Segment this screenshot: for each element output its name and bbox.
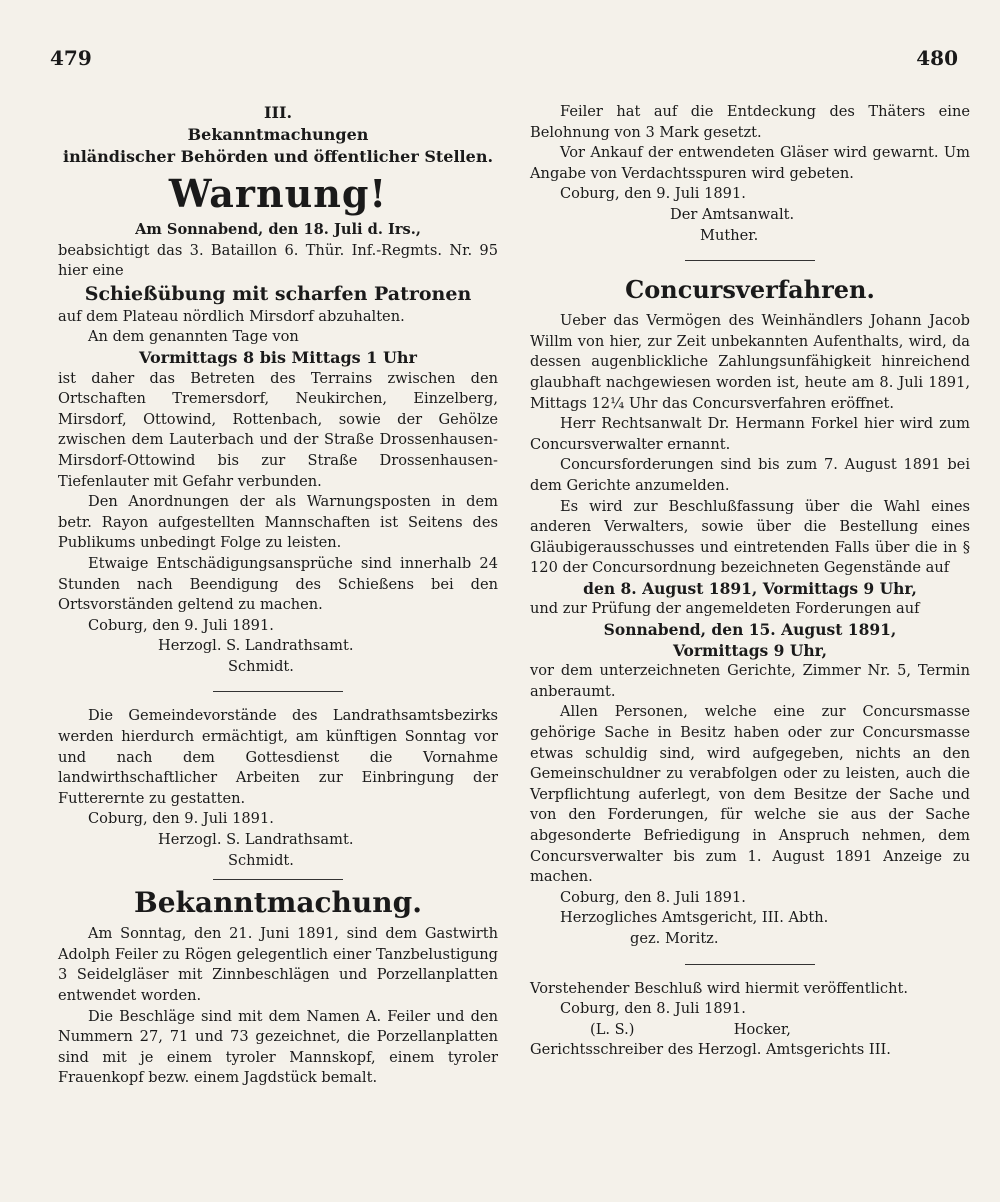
page-number-right: 480 [916, 46, 958, 70]
bankruptcy-date-2b: Vormittags 9 Uhr, [672, 640, 828, 660]
warning-title: Warnung! [168, 171, 388, 216]
section-numeral: III. [263, 103, 293, 122]
notice2-authority: Herzogl. S. Landrathsamt. [158, 831, 354, 849]
closing-seal-line [530, 1020, 970, 1041]
warning-paragraph-3: An dem genannten Tage von [88, 328, 299, 346]
warning-signature: Schmidt. [228, 657, 294, 675]
divider [213, 691, 343, 692]
warning-authority: Herzogl. S. Landrathsamt. [158, 637, 354, 655]
notice2-signature: Schmidt. [228, 851, 294, 869]
announcement-paragraph-3: Feiler hat auf die Entdeckung des Thäters eine Belohnung von 3 Mark gesetzt. [530, 103, 970, 141]
warning-time-line: Vormittags 8 bis Mittags 1 Uhr [139, 347, 417, 367]
warning-paragraph-6: Etwaige Entschädigungsansprüche sind innerhalb 24 Stunden nach Beendigung des Schießens bei den Ortsvorständen geltend zu machen. [58, 554, 498, 614]
closing-role: Gerichtsschreiber des Herzogl. Amtsgerichts III. [530, 1041, 891, 1059]
closing-name: Hocker, [733, 1020, 791, 1038]
divider [685, 964, 815, 965]
bankruptcy-paragraph-3: Concursforderungen sind bis zum 7. August 1891 bei dem Gerichte anzumelden. [530, 456, 970, 494]
warning-headline: Schießübung mit scharfen Patronen [84, 282, 472, 305]
closing-seal: (L. S.) [590, 1020, 635, 1038]
bankruptcy-date: Coburg, den 8. Juli 1891. [560, 888, 746, 906]
section-title-2: inländischer Behörden und öffentlicher Stellen. [62, 147, 494, 166]
bankruptcy-paragraph-1: Ueber das Vermögen des Weinhändlers Johann Jacob Willm von hier, zur Zeit unbekannten Aufenthalts, wird, da dessen augenblickliche Zahlungsunfähigkeit hinreichend glaubhaft nachgewiesen worden ist, heute am 8. Juli 1891, Mittags 12¼ Uhr das Concursverfahren eröffnet. [530, 312, 970, 412]
notice2-date: Coburg, den 9. Juli 1891. [88, 810, 274, 828]
warning-date-line: Am Sonnabend, den 18. Juli d. Irs., [135, 221, 421, 238]
warning-paragraph-1: beabsichtigt das 3. Bataillon 6. Thür. Inf.-Regmts. Nr. 95 hier eine [58, 241, 498, 280]
notice2-text: Die Gemeindevorstände des Landrathsamtsbezirks werden hierdurch ermächtigt, am künftigen Sonntag vor und nach dem Gottesdienst die Vornahme landwirthschaftlicher Arbeiten zur Einbringung der Futterernte zu gestatten. [58, 707, 498, 807]
announcement-paragraph-4: Vor Ankauf der entwendeten Gläser wird gewarnt. Um Angabe von Verdachtsspuren wird gebeten. [530, 144, 970, 182]
closing-date: Coburg, den 8. Juli 1891. [560, 1000, 746, 1018]
bankruptcy-paragraph-4: Es wird zur Beschlußfassung über die Wahl eines anderen Verwalters, sowie über die Bestellung eines Gläubigerausschusses und eintretenden Falls über die in § 120 der Concursordnung bezeichneten Gegenstände auf [530, 497, 970, 577]
right-column [530, 102, 970, 1061]
page-number-left: 479 [50, 46, 92, 70]
announcement-date: Coburg, den 9. Juli 1891. [560, 185, 746, 203]
bankruptcy-signature: gez. Moritz. [630, 929, 719, 947]
left-column [58, 102, 498, 1089]
announcement-title: Bekanntmachung. [134, 886, 422, 920]
bankruptcy-date-1: den 8. August 1891, Vormittags 9 Uhr, [583, 578, 917, 598]
announcement-signature: Muther. [700, 226, 759, 244]
announcement-authority: Der Amtsanwalt. [670, 205, 795, 223]
bankruptcy-authority: Herzogliches Amtsgericht, III. Abth. [560, 909, 829, 927]
warning-date: Coburg, den 9. Juli 1891. [88, 616, 274, 634]
warning-paragraph-4: ist daher das Betreten des Terrains zwischen den Ortschaften Tremersdorf, Neukirchen, Einzelberg, Mirsdorf, Ottowind, Rottenbach, sowie der Gehölze zwischen dem Lauterbach und der Straße Drossenhausen-Mirsdorf-Ottowind bis zur Straße Drossenhausen-Tiefenlauter mit Gefahr verbunden. [58, 369, 498, 490]
bankruptcy-date-2: Sonnabend, den 15. August 1891, [603, 620, 897, 640]
bankruptcy-paragraph-6: vor dem unterzeichneten Gerichte, Zimmer Nr. 5, Termin anberaumt. [530, 662, 970, 700]
announcement-paragraph-2: Die Beschläge sind mit dem Namen A. Feiler und den Nummern 27, 71 und 73 gezeichnet, die Porzellanplatten sind mit je einem tyroler Mannskopf, einem tyroler Frauenkopf bezw. einem Jagdstück bemalt. [58, 1007, 498, 1087]
bankruptcy-paragraph-7: Allen Personen, welche eine zur Concursmasse gehörige Sache in Besitz haben oder zur Concursmasse etwas schuldig sind, wird aufgegeben, nichts an den Gemeinschuldner zu verabfolgen oder zu leisten, auch die Verpflichtung auferlegt, von dem Besitze der Sache und von den Forderungen, für welche sie aus der Sache abgesonderte Befriedigung in Anspruch nehmen, dem Concursverwalter bis zum 1. August 1891 Anzeige zu machen. [530, 703, 970, 886]
section-title-1: Bekanntmachungen [187, 125, 369, 144]
warning-paragraph-2: auf dem Plateau nördlich Mirsdorf abzuhalten. [58, 307, 405, 325]
bankruptcy-title: Concursverfahren. [625, 275, 875, 305]
warning-paragraph-5: Den Anordnungen der als Warnungsposten in dem betr. Rayon aufgestellten Mannschaften ist Seitens des Publikums unbedingt Folge zu leisten. [58, 493, 498, 552]
closing-text: Vorstehender Beschluß wird hiermit veröffentlicht. [530, 979, 908, 997]
bankruptcy-paragraph-5: und zur Prüfung der angemeldeten Forderungen auf [530, 600, 920, 618]
divider [685, 260, 815, 261]
divider [213, 879, 343, 880]
bankruptcy-paragraph-2: Herr Rechtsanwalt Dr. Hermann Forkel hier wird zum Concursverwalter ernannt. [530, 415, 970, 453]
announcement-paragraph-1: Am Sonntag, den 21. Juni 1891, sind dem Gastwirth Adolph Feiler zu Rögen gelegentlich einer Tanzbelustigung 3 Seidelgläser mit Zinnbeschlägen und Porzellanplatten entwendet worden. [58, 925, 498, 1004]
